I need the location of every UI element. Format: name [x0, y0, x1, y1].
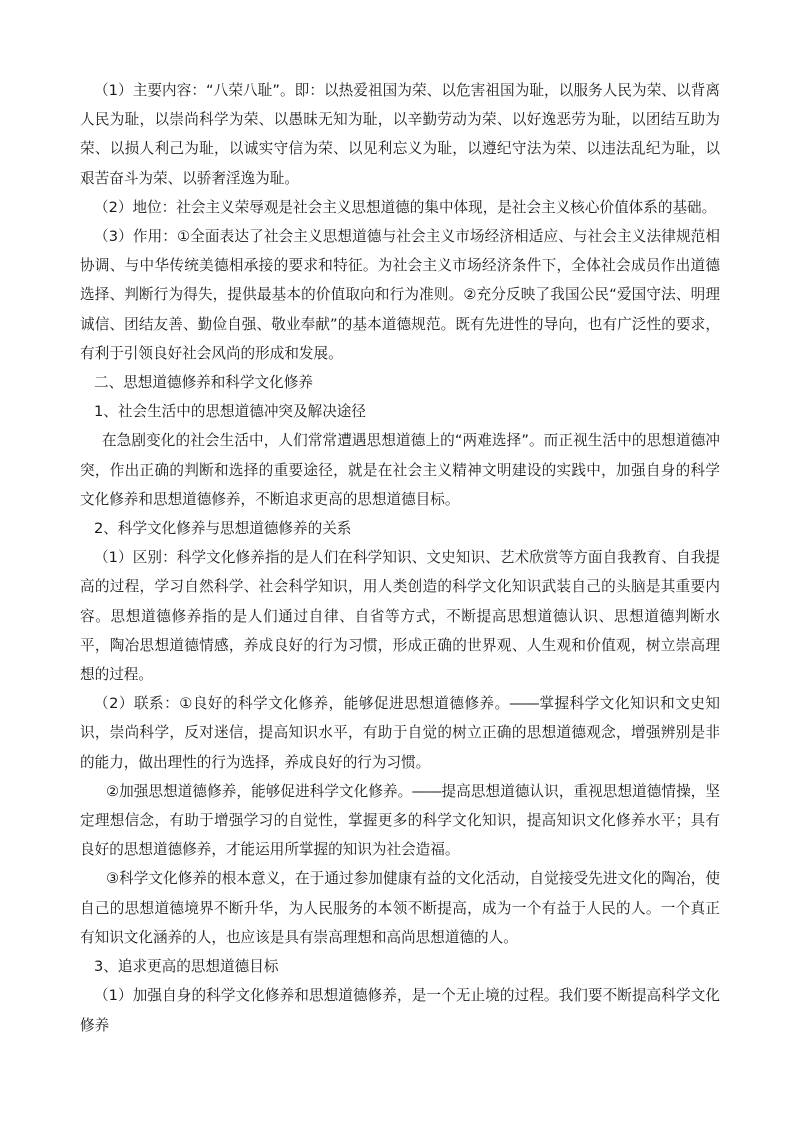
section-heading-2: 二、思想道德修养和科学文化修养 [94, 374, 313, 392]
paragraph-pursue-goal: （1）加强自身的科学文化修养和思想道德修养，是一个无止境的过程。我们要不断提高科学文化修养 [80, 987, 720, 1034]
paragraph-status: （2）地位：社会主义荣辱观是社会主义思想道德的集中体现，是社会主义核心价值体系的基础。 [94, 198, 717, 216]
paragraph-function: （3）作用：①全面表达了社会主义思想道德与社会主义市场经济相适应、与社会主义法律规范相协调、与中华传统美德相承接的要求和特征。为社会主义市场经济条件下，全体社会成员作出道德选择、判断行为得失，提供最基本的价值取向和行为准则。②充分反映了我国公民“爱国守法、明理诚信、团结友善、勤俭自强、敬业奉献”的基本道德规范。既有先进性的导向，也有广泛性的要求，有利于引领良好社会风尚的形成和发展。 [80, 228, 720, 362]
document-page [80, 76, 720, 1040]
paragraph-connection-2: ②加强思想道德修养，能够促进科学文化修养。――提高思想道德认识，重视思想道德情操，坚定理想信念，有助于增强学习的自觉性，掌握更多的科学文化知识，提高知识文化修养水平；具有良好的思想道德修养，才能运用所掌握的知识为社会造福。 [80, 782, 720, 859]
paragraph-main-content: （1）主要内容：“八荣八耻”。即：以热爱祖国为荣、以危害祖国为耻，以服务人民为荣、以背离人民为耻，以崇尚科学为荣、以愚昧无知为耻，以辛勤劳动为荣、以好逸恶劳为耻，以团结互助为荣、以损人利己为耻，以诚实守信为荣、以见利忘义为耻，以遵纪守法为荣、以违法乱纪为耻，以艰苦奋斗为荣、以骄奢淫逸为耻。 [80, 82, 720, 187]
paragraph-connection-1: （2）联系：①良好的科学文化修养，能够促进思想道德修养。――掌握科学文化知识和文史知识，崇尚科学，反对迷信，提高知识水平，有助于自觉的树立正确的思想道德观念，增强辨别是非的能力，做出理性的行为选择，养成良好的行为习惯。 [80, 695, 720, 771]
paragraph-difference: （1）区别：科学文化修养指的是人们在科学知识、文史知识、艺术欣赏等方面自我教育、自我提高的过程，学习自然科学、社会科学知识，用人类创造的科学文化知识武装自己的头脑是其重要内容。思想道德修养指的是人们通过自律、自省等方式，不断提高思想道德认识、思想道德判断水平，陶冶思想道德情感，养成良好的行为习惯，形成正确的世界观、人生观和价值观，树立崇高理想的过程。 [80, 549, 720, 684]
subheading-1: 1、社会生活中的思想道德冲突及解决途径 [94, 403, 366, 421]
subheading-3: 3、追求更高的思想道德目标 [94, 958, 279, 976]
subheading-2: 2、科学文化修养与思想道德修养的关系 [94, 520, 352, 538]
paragraph-conflict-resolution: 在急剧变化的社会生活中，人们常常遭遇思想道德上的“两难选择”。而正视生活中的思想道德冲突，作出正确的判断和选择的重要途径，就是在社会主义精神文明建设的实践中，加强自身的科学文化修养和思想道德修养，不断追求更高的思想道德目标。 [80, 432, 720, 508]
paragraph-connection-3: ③科学文化修养的根本意义，在于通过参加健康有益的文化活动，自觉接受先进文化的陶冶，使自己的思想道德境界不断升华，为人民服务的本领不断提高，成为一个有益于人民的人。一个真正有知识文化涵养的人，也应该是具有崇高理想和高尚思想道德的人。 [80, 870, 720, 946]
